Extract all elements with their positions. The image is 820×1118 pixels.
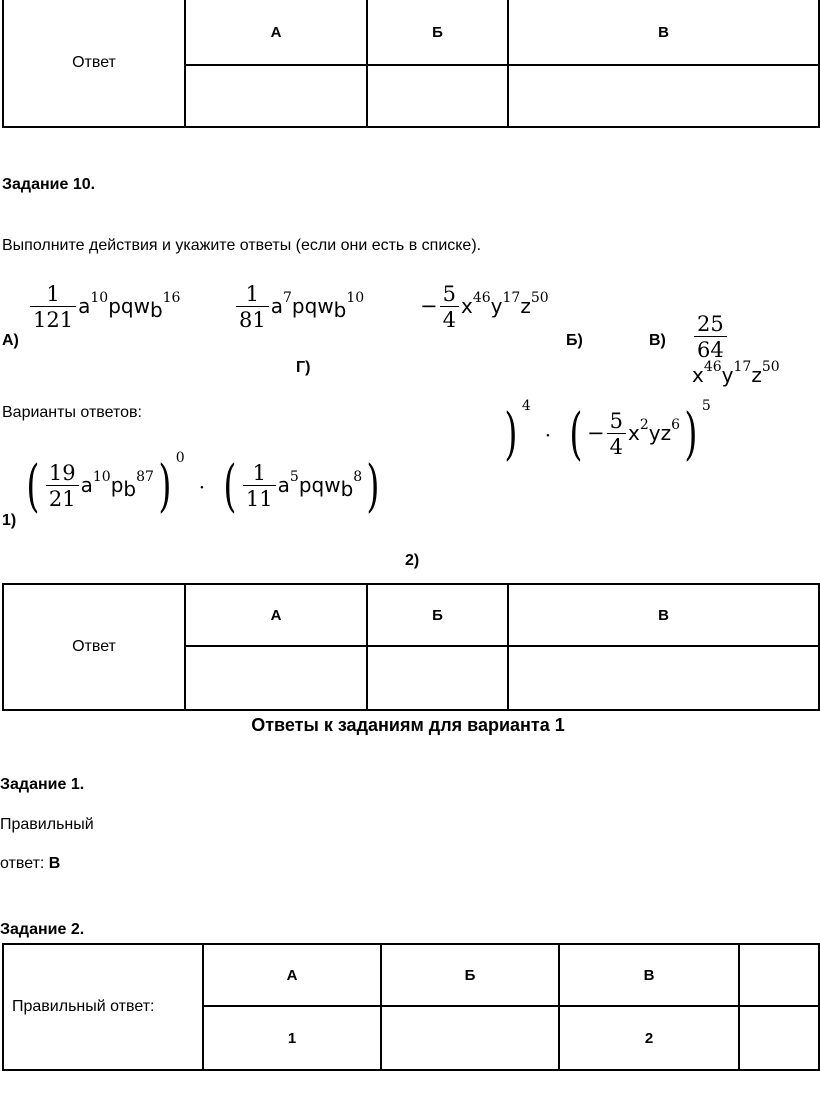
option-label-v: В) bbox=[649, 332, 666, 349]
col-header-b: Б bbox=[381, 944, 559, 1006]
answer-label: Ответ bbox=[3, 584, 185, 710]
answer-label: Ответ bbox=[3, 0, 185, 127]
answer-cell-a[interactable] bbox=[185, 646, 367, 710]
col-header-b: Б bbox=[367, 0, 508, 65]
option-expr-3: − $\frac{5}{4}$ $x^{46}y^{17}z^{50}$ bbox=[420, 282, 549, 332]
task1-answer-line bbox=[0, 854, 60, 874]
task1-title: Задание 1. bbox=[0, 776, 85, 793]
variants-label: Варианты ответов: bbox=[2, 404, 142, 421]
answer-cell-v[interactable] bbox=[508, 65, 819, 127]
task2-title: Задание 2. bbox=[0, 921, 85, 938]
col-header-v: В bbox=[508, 0, 819, 65]
variant-label-1: 1) bbox=[2, 512, 17, 529]
option-expr-4: $\frac{25}{64}$ $x^{46}y^{17}z^{50}$ bbox=[692, 312, 780, 387]
task1-line1: Правильный bbox=[0, 816, 94, 833]
answer-cell-v[interactable] bbox=[508, 646, 819, 710]
col-header-a: А bbox=[203, 944, 381, 1006]
option-expr-1: $\frac{1}{121}$ $a^{10}pqwb^{16}$ bbox=[28, 282, 180, 333]
answer-table-mid bbox=[2, 583, 820, 711]
col-header-v: В bbox=[508, 584, 819, 646]
answer-cell-b[interactable] bbox=[367, 65, 508, 127]
variant-expr-1: ( $\frac{19}{21}$ $a^{10}pb^{87}$) $^0$· ( $\frac{1}{11}$ $a^5pqwb^8$) bbox=[26, 450, 380, 519]
task1-answer-prefix: ответ: bbox=[0, 855, 49, 872]
value-cell-b bbox=[381, 1006, 559, 1070]
answer-table-top bbox=[2, 0, 820, 128]
option-label-b: Б) bbox=[566, 332, 583, 349]
answer-cell-a[interactable] bbox=[185, 65, 367, 127]
option-expr-2: $\frac{1}{81}$ $a^7pqwb^{10}$ bbox=[234, 282, 364, 333]
task10-title: Задание 10. bbox=[2, 176, 96, 193]
col-header-v: В bbox=[559, 944, 739, 1006]
task1-answer-value: В bbox=[48, 855, 61, 872]
answer-cell-b[interactable] bbox=[367, 646, 508, 710]
variant-expr-2: ) $^4$· ( − $\frac{5}{4}$ $x^2yz^6$) $^5$ bbox=[504, 398, 711, 467]
value-cell-v: 2 bbox=[559, 1006, 739, 1070]
answers-heading: Ответы к заданиям для варианта 1 bbox=[251, 715, 565, 735]
col-header-a: А bbox=[185, 584, 367, 646]
col-header-b: Б bbox=[367, 584, 508, 646]
col-header-a: А bbox=[185, 0, 367, 65]
value-cell-a: 1 bbox=[203, 1006, 381, 1070]
variant-label-2: 2) bbox=[405, 552, 420, 569]
value-cell-extra bbox=[739, 1006, 819, 1070]
option-label-g: Г) bbox=[296, 359, 311, 376]
task2-answer-label: Правильный ответ: bbox=[3, 944, 203, 1070]
option-label-a: А) bbox=[2, 332, 19, 349]
task2-answer-table bbox=[2, 943, 820, 1071]
col-header-extra bbox=[739, 944, 819, 1006]
task10-instruction: Выполните действия и укажите ответы (если они есть в списке). bbox=[2, 237, 482, 254]
